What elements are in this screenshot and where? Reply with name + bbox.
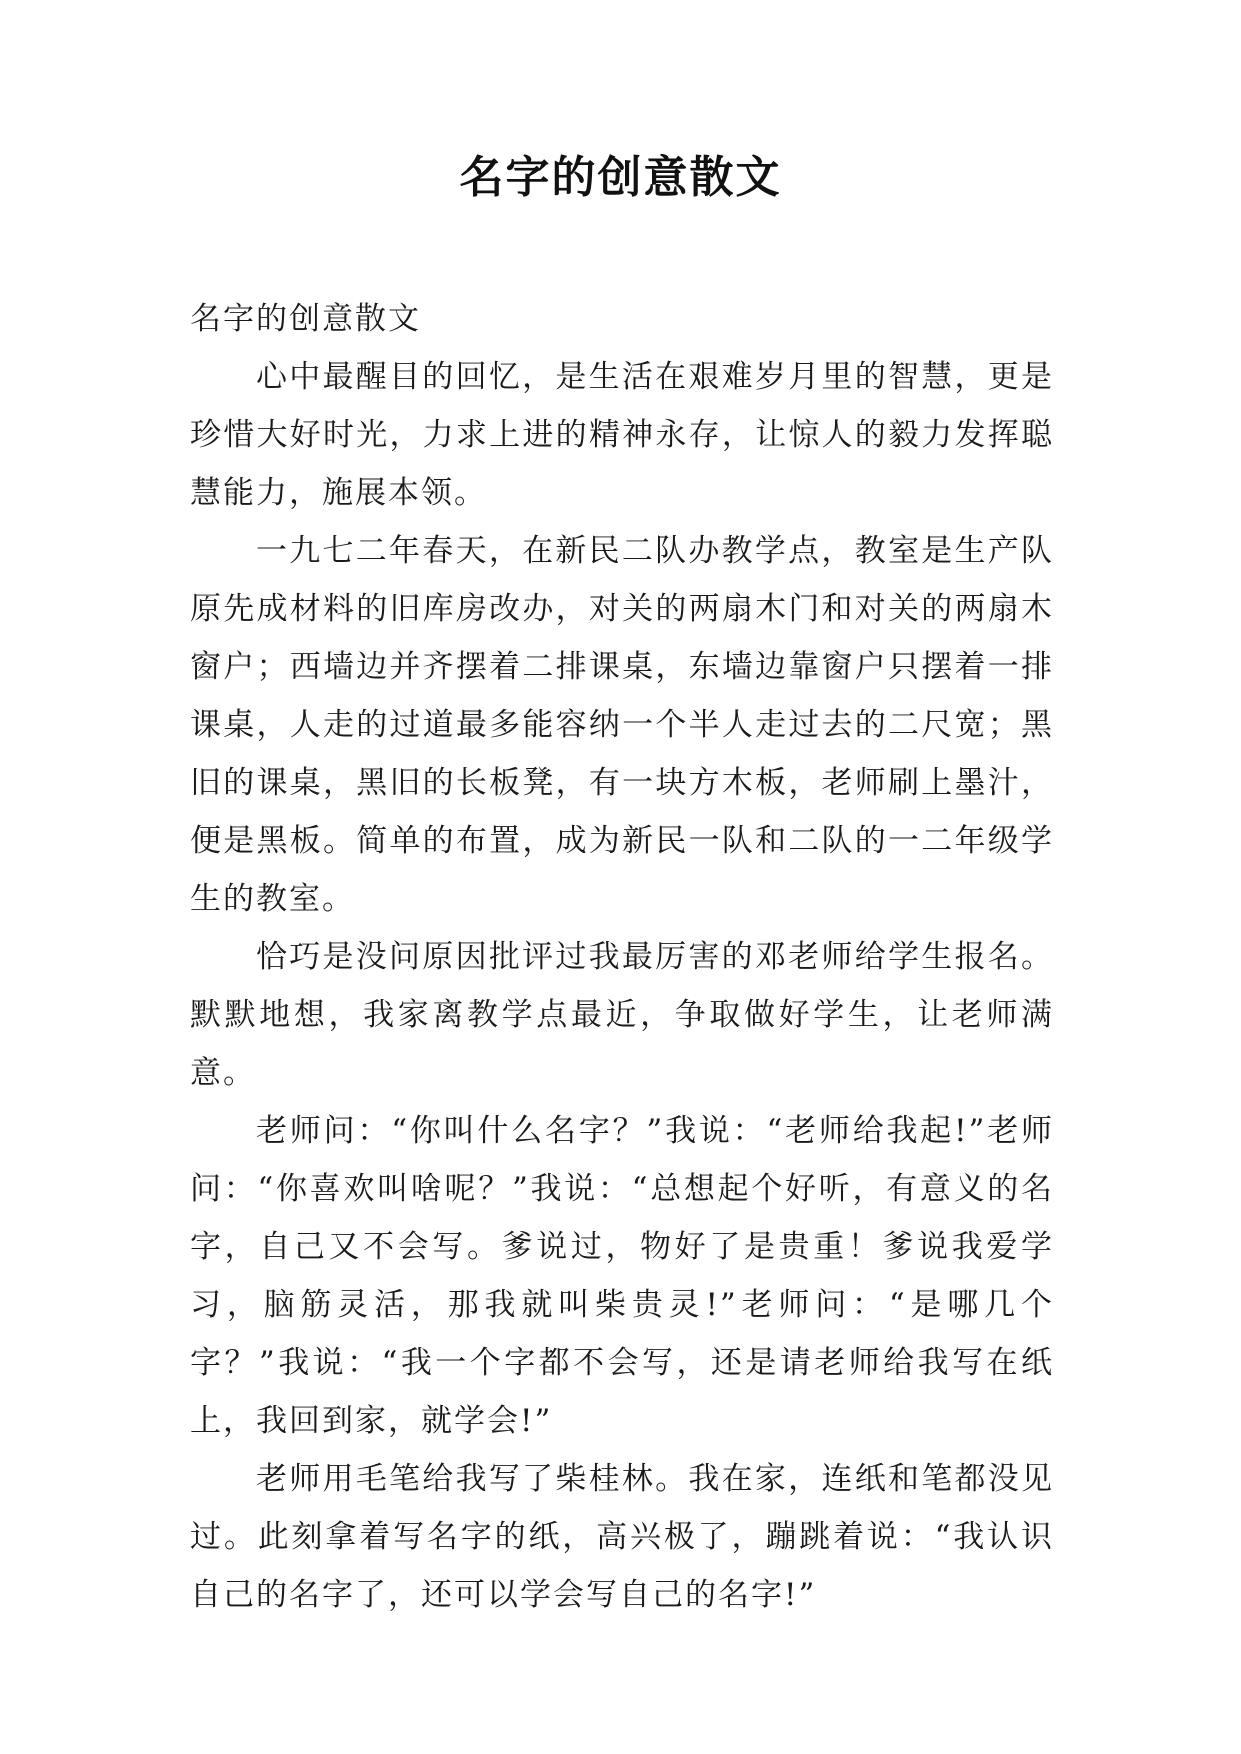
paragraph: 恰巧是没问原因批评过我最厉害的邓老师给学生报名。默默地想，我家离教学点最近，争取做好学生，让老师满意。	[190, 939, 1054, 1091]
paragraph: 老师问：“你叫什么名字？”我说：“老师给我起!”老师问：“你喜欢叫啥呢？”我说：“总想起个好听，有意义的名字，自己又不会写。爹说过，物好了是贵重！爹说我爱学习，脑筋灵活，那我就叫柴贵灵!”老师问：“是哪几个字？”我说：“我一个字都不会写，还是请老师给我写在纸上，我回到家，就学会!”	[190, 1113, 1054, 1439]
paragraph: 心中最醒目的回忆，是生活在艰难岁月里的智慧，更是珍惜大好时光，力求上进的精神永存，让惊人的毅力发挥聪慧能力，施展本领。	[190, 359, 1054, 511]
paragraph: 老师用毛笔给我写了柴桂林。我在家，连纸和笔都没见过。此刻拿着写名字的纸，高兴极了，蹦跳着说：“我认识自己的名字了，还可以学会写自己的名字!”	[190, 1461, 1054, 1613]
document-body	[190, 290, 1054, 1624]
document-subtitle: 名字的创意散文	[190, 301, 421, 337]
paragraph: 一九七二年春天，在新民二队办教学点，教室是生产队原先成材料的旧库房改办，对关的两扇木门和对关的两扇木窗户；西墙边并齐摆着二排课桌，东墙边靠窗户只摆着一排课桌，人走的过道最多能容纳一个半人走过去的二尺宽；黑旧的课桌，黑旧的长板凳，有一块方木板，老师刷上墨汁，便是黑板。简单的布置，成为新民一队和二队的一二年级学生的教室。	[190, 533, 1054, 917]
document-title: 名字的创意散文	[459, 152, 782, 203]
